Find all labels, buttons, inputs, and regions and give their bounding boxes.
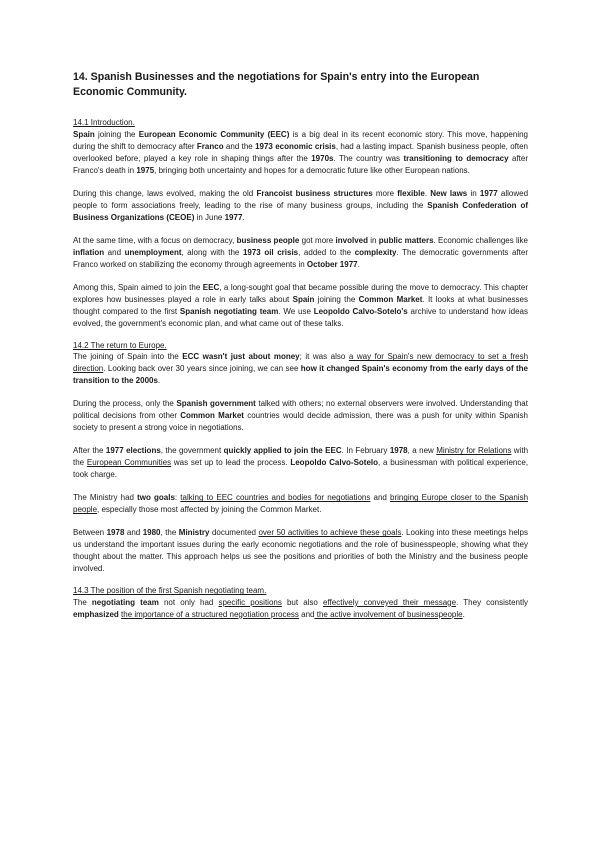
bold-text: 1970s: [311, 153, 334, 163]
chapter-title: 14. Spanish Businesses and the negotiations for Spain's entry into the European Economic Community.: [73, 71, 480, 98]
underlined-text: bringing Europe closer to the Spanish people: [73, 493, 529, 515]
bold-text: flexible: [397, 188, 425, 198]
bold-text: ECC wasn't just about money: [182, 352, 300, 362]
text-run: . The country was: [333, 153, 404, 163]
text-run: ; it was also: [299, 352, 349, 362]
paragraph: [73, 351, 528, 387]
text-run: joining the: [94, 129, 139, 139]
text-run: , a long-sought goal that became possible during the move to democracy. This chapter explores how businesses played a role in early talks about: [73, 282, 529, 304]
bold-text: Spanish government: [176, 399, 256, 409]
text-run: , added to the: [298, 247, 355, 257]
text-run: During this change, laws evolved, making the old: [73, 188, 257, 198]
text-run: .: [462, 609, 465, 619]
text-run: , a businessman with political experience, took charge.: [73, 458, 529, 480]
text-run: got more: [299, 235, 336, 245]
bold-text: October 1977: [306, 259, 358, 269]
text-run: . In February: [341, 446, 390, 456]
underlined-text: Ministry for Relations: [436, 446, 512, 456]
text-run: documented: [209, 528, 259, 538]
paragraph: [73, 597, 528, 621]
bold-text: Spanish negotiating team: [179, 306, 279, 316]
bold-text: Leopoldo Calvo-Sotelo's: [313, 306, 408, 316]
section-heading: 14.2 The return to Europe.: [73, 340, 167, 350]
bold-text: 1975: [136, 165, 155, 175]
paragraph: [73, 445, 528, 481]
text-run: archive to understand how ideas evolved, the government's economic plan, and what came out of these talks.: [73, 306, 528, 328]
text-run: not only had: [158, 597, 219, 607]
bold-text: complexity: [354, 247, 397, 257]
text-run: :: [174, 493, 181, 503]
bold-text: 1978: [389, 446, 408, 456]
bold-text: Spain: [73, 129, 95, 139]
text-run: Between: [73, 528, 107, 538]
bold-text: Franco: [196, 141, 224, 151]
text-run: , a new: [407, 446, 437, 456]
text-run: was set up to lead the process.: [171, 458, 291, 468]
text-run: talked with others; no external observers were involved. Understanding that political decisions from other: [73, 399, 528, 421]
section-heading: 14.1 Introduction.: [73, 118, 135, 127]
text-run: but also: [281, 597, 324, 607]
sections-container: [73, 118, 528, 621]
bold-text: negotiating team: [91, 597, 159, 607]
text-run: is a big deal in its recent economic story. This move, happening during the shift to democracy after: [73, 129, 528, 151]
paragraph: [73, 527, 528, 575]
bold-text: New laws: [430, 188, 468, 198]
text-run: Among this, Spain aimed to join the: [73, 282, 203, 292]
bold-text: 1977 elections: [105, 446, 161, 456]
bold-text: two goals: [137, 493, 175, 503]
text-run: The: [73, 597, 92, 607]
text-run: . The democratic governments after Franco worked on stabilizing the economy through agreements in: [73, 247, 529, 269]
bold-text: 1978: [106, 528, 125, 538]
bold-text: how it changed Spain's economy from the early days of the transition to the 2000s: [73, 364, 528, 386]
bold-text: unemployment: [124, 247, 182, 257]
text-run: joining the: [314, 294, 359, 304]
underlined-text: the active involvement of businesspeople: [314, 609, 463, 619]
text-run: after Franco's death in: [73, 153, 529, 175]
bold-text: business people: [236, 235, 300, 245]
text-run: After the: [73, 446, 106, 456]
document-body: [73, 70, 528, 632]
bold-text: Common Market: [358, 294, 423, 304]
text-run: more: [372, 188, 398, 198]
text-run: .: [242, 212, 245, 222]
bold-text: involved: [335, 235, 368, 245]
text-run: .: [424, 188, 431, 198]
text-run: , especially those most affected by joining the Common Market.: [97, 505, 322, 515]
text-run: and the: [223, 141, 256, 151]
underlined-text: over 50 activities to achieve these goals: [258, 528, 402, 538]
text-run: , the government: [160, 446, 224, 456]
bold-text: EEC: [202, 282, 220, 292]
bold-text: transitioning to democracy: [403, 153, 509, 163]
paragraph: [73, 188, 528, 224]
bold-text: 1973 oil crisis: [242, 247, 299, 257]
underlined-text: European Communities: [86, 458, 172, 468]
text-run: . Economic challenges like: [433, 235, 529, 245]
text-run: . They consistently: [456, 597, 528, 607]
underlined-text: the importance of a structured negotiation process: [121, 609, 299, 619]
text-run: , the: [160, 528, 179, 538]
bold-text: 1980: [142, 528, 161, 538]
bold-text: inflation: [73, 247, 105, 257]
underlined-text: specific positions: [218, 597, 282, 607]
text-run: . We use: [278, 306, 314, 316]
bold-text: public matters: [378, 235, 434, 245]
bold-text: Spanish Confederation of Business Organizations (CEOE): [73, 200, 528, 222]
text-run: . Looking into these meetings helps us understand the important issues during the early economic negotiations and the role of businesspeople, showing what they thought about the matter. This approach helps us see the positions and priorities of both the Ministry and the business people involved.: [73, 528, 529, 574]
text-run: , had a lasting impact. Spanish business people, often overlooked before, played a key role in shaping things after the: [73, 141, 529, 163]
text-run: in: [368, 235, 379, 245]
text-run: and: [370, 493, 391, 503]
underlined-text: a way for Spain's new democracy to set a fresh direction: [73, 352, 529, 374]
paragraph: [73, 492, 528, 516]
bold-text: Ministry: [178, 528, 210, 538]
paragraph: [73, 282, 528, 330]
bold-text: European Economic Community (EEC): [138, 129, 290, 139]
text-run: The Ministry had: [73, 493, 138, 503]
text-run: countries would decide admission, there was a push for unity within Spanish society to present a strong voice in negotiations.: [73, 411, 528, 433]
bold-text: Leopoldo Calvo-Sotelo: [290, 458, 379, 468]
text-run: . Looking back over 30 years since joining, we can see: [103, 364, 301, 374]
bold-text: Spain: [292, 294, 315, 304]
section-heading: 14.3 The position of the first Spanish negotiating team.: [73, 586, 267, 596]
text-run: , along with the: [181, 247, 243, 257]
text-run: allowed people to form associations freely, leading to the rise of many business groups, including the: [73, 188, 529, 210]
underlined-text: effectively conveyed their message: [323, 597, 457, 607]
text-run: During the process, only the: [73, 399, 177, 409]
text-run: , bringing both uncertainty and hopes for a democratic future like other European nations.: [154, 165, 470, 175]
text-run: .: [357, 259, 360, 269]
text-run: The joining of Spain into the: [73, 352, 183, 362]
underlined-text: talking to EEC countries and bodies for negotiations: [180, 493, 371, 503]
text-run: with the: [73, 446, 529, 468]
text-run: in June: [194, 212, 225, 222]
bold-text: Common Market: [180, 411, 244, 421]
bold-text: emphasized: [73, 609, 119, 619]
paragraph: [73, 398, 528, 434]
text-run: .: [157, 376, 161, 386]
text-run: in: [467, 188, 480, 198]
bold-text: 1977: [479, 188, 498, 198]
paragraph: [73, 235, 528, 271]
text-run: and: [124, 528, 143, 538]
bold-text: 1973 economic crisis: [255, 141, 336, 151]
text-run: At the same time, with a focus on democracy,: [73, 235, 237, 245]
bold-text: quickly applied to join the EEC: [223, 446, 342, 456]
paragraph: [73, 129, 528, 177]
text-run: . It looks at what businesses thought compared to the first: [73, 294, 528, 316]
text-run: and: [298, 609, 315, 619]
text-run: and: [104, 247, 125, 257]
bold-text: Francoist business structures: [256, 188, 373, 198]
bold-text: 1977: [224, 212, 243, 222]
